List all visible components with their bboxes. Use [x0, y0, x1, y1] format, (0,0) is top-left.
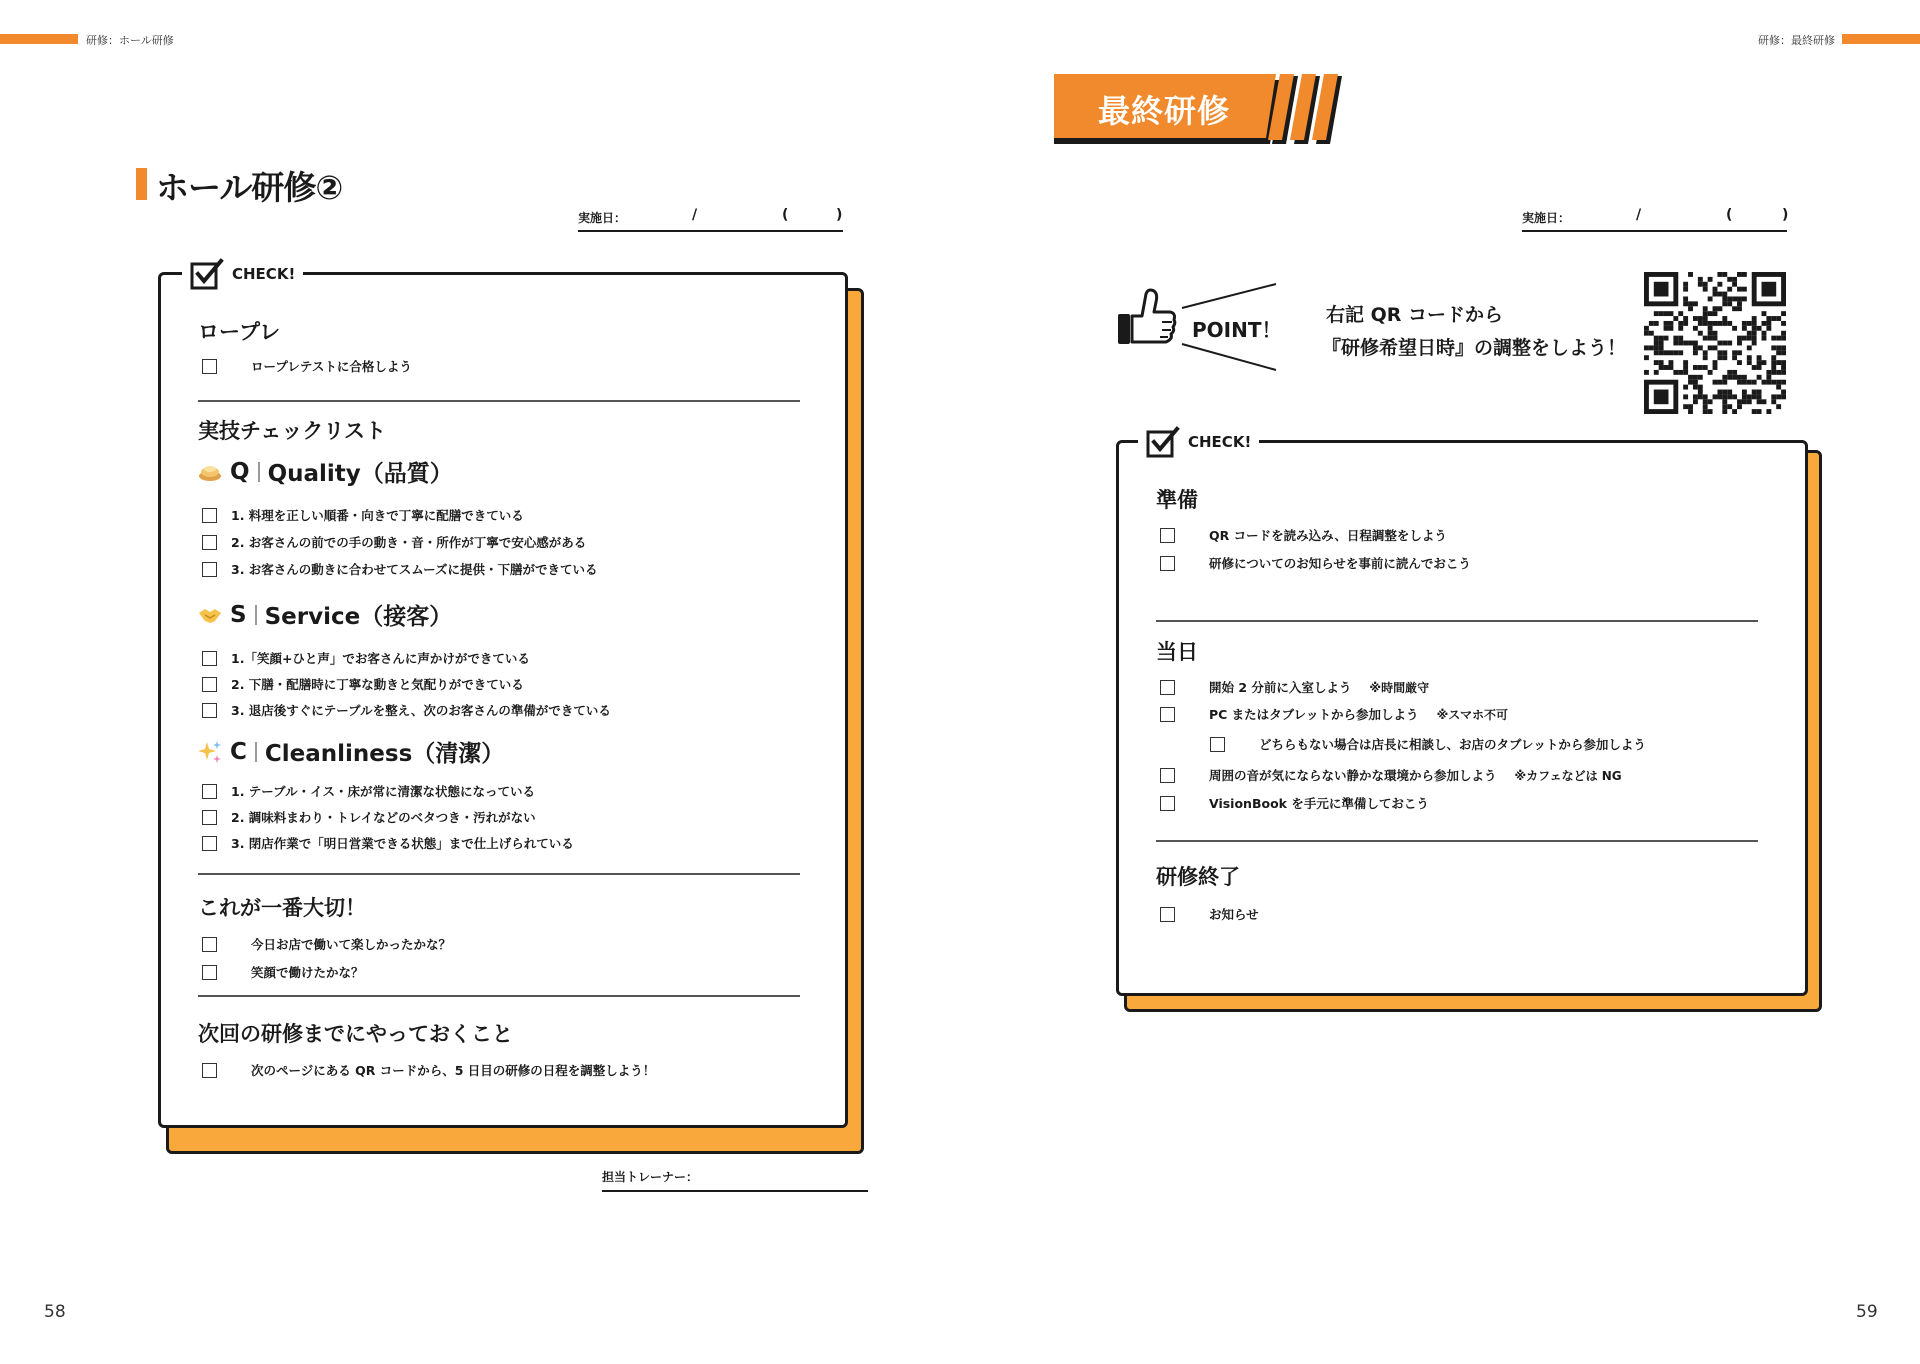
checklist-item: 1. テーブル・イス・床が常に清潔な状態になっている	[202, 782, 535, 800]
checklist-item: 3. 退店後すぐにテーブルを整え、次のお客さんの準備ができている	[202, 701, 611, 719]
date-label: 実施日：	[1522, 211, 1571, 225]
divider-bar	[258, 462, 260, 482]
page-number-right: 59	[1856, 1302, 1878, 1322]
checklist-item: 今日お店で働いて楽しかったかな？	[202, 935, 451, 953]
checkbox[interactable]	[202, 937, 217, 952]
date-slash: /	[1636, 207, 1642, 223]
date-paren-close: )	[1782, 207, 1789, 223]
divider-bar	[255, 605, 257, 625]
section-divider	[198, 873, 800, 875]
checklist-item: PC またはタブレットから参加しよう ※スマホ不可	[1160, 705, 1508, 723]
point-label: POINT！	[1192, 318, 1282, 342]
right-header-bar	[1842, 34, 1920, 44]
point-text-line2: 『研修希望日時』の調整をしよう！	[1322, 337, 1627, 359]
sparkle-icon	[198, 740, 222, 764]
section-heading-prep: 準備	[1156, 488, 1198, 512]
section-divider	[1156, 620, 1758, 622]
checkbox[interactable]	[1210, 737, 1225, 752]
check-header	[1138, 426, 1259, 458]
check-box-icon	[190, 258, 224, 290]
checkbox[interactable]	[1160, 707, 1175, 722]
left-header-text: 研修：ホール研修	[86, 34, 174, 47]
checklist-item: 笑顔で働けたかな？	[202, 963, 364, 981]
left-header-bar	[0, 34, 78, 44]
date-line[interactable]	[1522, 230, 1787, 232]
section-divider	[1156, 840, 1758, 842]
section-divider	[198, 995, 800, 997]
checklist-item: 3. 閉店作業で「明日営業できる状態」まで仕上げられている	[202, 834, 574, 852]
checkbox[interactable]	[202, 562, 217, 577]
check-header	[182, 258, 303, 290]
checklist-item: 開始 2 分前に入室しよう ※時間厳守	[1160, 678, 1429, 696]
checklist-item: 周囲の音が気にならない静かな環境から参加しよう ※カフェなどは NG	[1160, 766, 1622, 784]
checkbox[interactable]	[1160, 796, 1175, 811]
divider-bar	[255, 742, 257, 762]
checklist-item: 2. 調味料まわり・トレイなどのベタつき・汚れがない	[202, 808, 536, 826]
trainer-label: 担当トレーナー：	[602, 1170, 699, 1184]
checkbox[interactable]	[1160, 556, 1175, 571]
date-slash: /	[692, 207, 698, 223]
check-box-icon	[1146, 426, 1180, 458]
checkbox[interactable]	[202, 508, 217, 523]
checklist-item: 2. 下膳・配膳時に丁寧な動きと気配りができている	[202, 675, 524, 693]
checklist-subitem: どちらもない場合は店長に相談し、お店のタブレットから参加しよう	[1210, 735, 1646, 753]
date-paren-close: )	[836, 207, 843, 223]
check-label: CHECK!	[232, 265, 296, 283]
checkbox[interactable]	[202, 810, 217, 825]
checkbox[interactable]	[202, 651, 217, 666]
cleanliness-heading: C Cleanliness（清潔）	[198, 735, 504, 768]
checkbox[interactable]	[1160, 768, 1175, 783]
checklist-item: VisionBook を手元に準備しておこう	[1160, 794, 1429, 812]
date-paren-open: (	[782, 207, 789, 223]
section-divider	[198, 400, 800, 402]
checkbox[interactable]	[202, 535, 217, 550]
page-title: ホール研修②	[156, 168, 343, 207]
food-icon	[198, 461, 222, 483]
quality-heading: Q Quality（品質）	[198, 455, 453, 488]
checklist-item: お知らせ	[1160, 905, 1259, 923]
checklist-item: 研修についてのお知らせを事前に読んでおこう	[1160, 554, 1471, 572]
date-paren-open: (	[1726, 207, 1733, 223]
section-heading-roleplay: ロープレ	[198, 320, 281, 344]
section-heading-end: 研修終了	[1156, 865, 1240, 889]
checkbox[interactable]	[202, 965, 217, 980]
checklist-item: 1.「笑顔+ひと声」でお客さんに声かけができている	[202, 649, 530, 667]
service-heading: S Service（接客）	[198, 598, 452, 631]
section-heading-day: 当日	[1156, 640, 1198, 664]
date-line[interactable]	[578, 230, 843, 232]
checkbox[interactable]	[202, 677, 217, 692]
section-heading-important: これが一番大切！	[198, 896, 366, 920]
checkbox[interactable]	[202, 1063, 217, 1078]
checklist-item: 2. お客さんの前での手の動き・音・所作が丁寧で安心感がある	[202, 533, 586, 551]
check-label: CHECK!	[1188, 433, 1252, 451]
checkbox[interactable]	[202, 836, 217, 851]
trainer-line[interactable]	[602, 1190, 868, 1192]
handshake-icon	[198, 604, 222, 626]
checkbox[interactable]	[202, 359, 217, 374]
checklist-item: ロープレテストに合格しよう	[202, 357, 412, 375]
checkbox[interactable]	[1160, 907, 1175, 922]
date-label: 実施日：	[578, 211, 627, 225]
title-accent-bar	[136, 168, 147, 200]
point-text-line1: 右記 QR コードから	[1326, 304, 1504, 326]
thumbs-up-icon	[1116, 286, 1178, 348]
checkbox[interactable]	[1160, 680, 1175, 695]
checklist-item: 1. 料理を正しい順番・向きで丁寧に配膳できている	[202, 506, 524, 524]
checklist-item: 3. お客さんの動きに合わせてスムーズに提供・下膳ができている	[202, 560, 598, 578]
qr-code[interactable]	[1644, 272, 1786, 414]
page-number-left: 58	[44, 1302, 66, 1322]
section-heading-checklist: 実技チェックリスト	[198, 419, 386, 443]
right-header-text: 研修：最終研修	[1758, 34, 1835, 47]
checkbox[interactable]	[202, 784, 217, 799]
checkbox[interactable]	[1160, 528, 1175, 543]
checkbox[interactable]	[202, 703, 217, 718]
section-heading-next: 次回の研修までにやっておくこと	[198, 1022, 513, 1046]
checklist-item: 次のページにある QR コードから、5 日目の研修の日程を調整しよう！	[202, 1061, 655, 1079]
checklist-item: QR コードを読み込み、日程調整をしよう	[1160, 526, 1447, 544]
banner-title: 最終研修	[1098, 92, 1231, 130]
